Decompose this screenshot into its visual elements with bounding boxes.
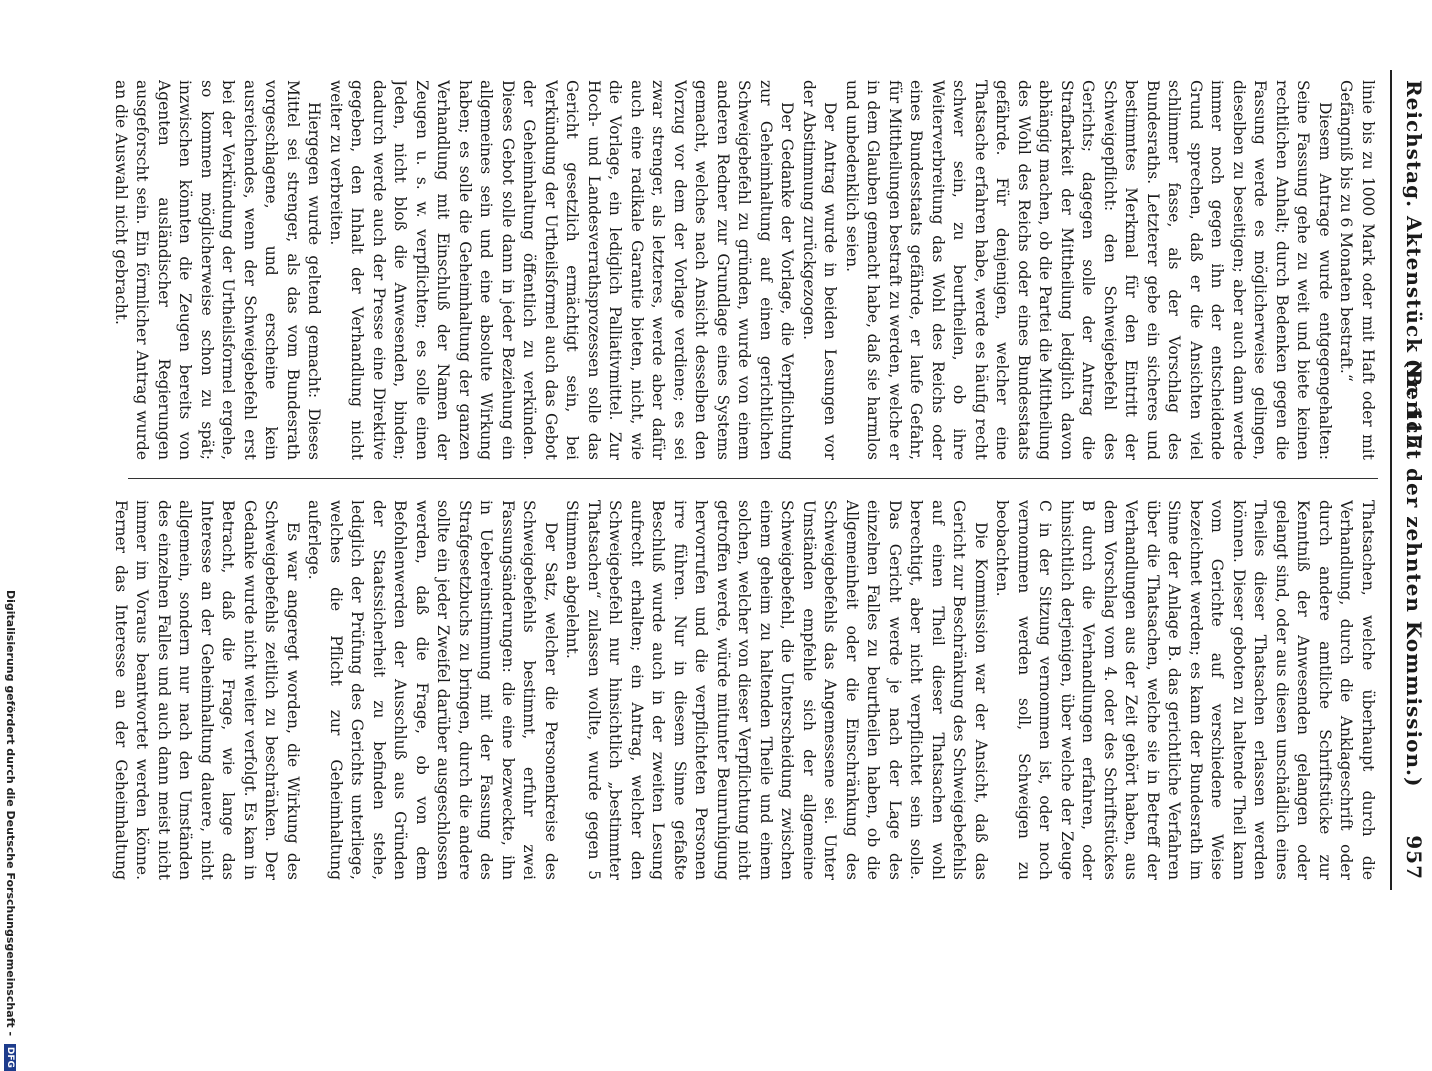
- rotated-document-page: [86, 40, 1426, 920]
- paragraph: Diesem Antrage wurde entgegengehalten: Seine Fassung gehe zu weit und biete keinen rechtlichen Anhalt; durch Bedenken gegen die Fassung werde es möglicherweise gelingen, dieselben zu beseitigen; aber auch dann werde immer noch gegen ihn der entscheidende Grund sprechen, daß er die Ansichten viel schlimmer fasse, als der Vorschlag des Bundesraths. Letzterer gebe ein sicheres und bestimmtes Merkmal für den Eintritt der Schweigepflicht: den Schweigebefehl des Gerichts; dagegen solle der Antrag die Strafbarkeit der Mittheilung lediglich davon abhängig machen, ob die Partei die Mittheilung des Wohl des Reichs oder eines Bundesstaats gefährde. Für denjenigen, welcher eine Thatsache erfahren habe, werde es häufig recht schwer sein, zu beurtheilen, ob ihre Weiterverbreitung das Wohl des Reichs oder eines Bundesstaats gefährde, er laufe Gefahr, für Mittheilungen bestraft zu werden, welche er in dem Glauben gemacht habe, daß sie harmlos und unbedenklich seien.: [843, 80, 1334, 460]
- footer-text: Digitalisierung gefördert durch die Deutsche Forschungsgemeinschaft -: [4, 590, 17, 1037]
- dfg-logo: DFG: [4, 1044, 16, 1071]
- paragraph: Der Antrag wurde in beiden Lesungen vor der Abstimmung zurückgezogen.: [800, 80, 840, 460]
- paragraph: Es war angeregt worden, die Wirkung des Schweigebefehls zeitlich zu beschränken. Der Gedanke wurde nicht weiter verfolgt. Es kam in Betracht, daß die Frage, wie lange das Interesse an der Geheimhaltung dauere, nicht allgemein, sondern nur nach den Umständen des einzelnen Falles und auch dann meist nicht immer im Voraus beantwortet werden könne. Ferner das Interesse an der Geheimhaltung: [112, 500, 302, 880]
- right-column: [108, 500, 1378, 880]
- header-rule: [1390, 70, 1392, 890]
- running-head-right: [1402, 359, 1426, 880]
- running-head-right-title: (Bericht der zehnten Kommission.): [1402, 358, 1426, 788]
- left-column: [108, 80, 1378, 460]
- page-number: 957: [1402, 835, 1426, 880]
- column-divider: [128, 478, 1378, 479]
- running-head-left: Reichstag. Aktenstück Nr. 117.: [1402, 80, 1426, 459]
- paragraph: Der Satz, welcher die Personenkreise des Schweigebefehls bestimmt, erfuhr zwei Fassungsänderungen: die eine bezweckte, ihn in Uebereinstimmung mit der Fassung des Strafgesetzbuchs zu bringen, durch die andere sollte ein jeder Zweifel darüber ausgeschlossen werden, daß die Frage, ob von dem Befohlenwerden der Ausschluß aus Gründen der Staatssicherheit zu befinden stehe, lediglich der Prüfung des Gerichts unterliege, welches die Pflicht zur Geheimhaltung auferlege.: [305, 500, 560, 880]
- running-head: [1396, 80, 1426, 880]
- digitization-footer: [2, 590, 24, 1068]
- paragraph: Der Gedanke der Vorlage, die Verpflichtung zur Geheimhaltung auf einen gerichtlichen Schweigebefehl zu gründen, wurde von einem anderen Redner zur Grundlage eines Systems gemacht, welches nach Ansicht desselben den Vorzug vor dem der Vorlage verdiene; es sei zwar strenger, als letzteres, werde aber dafür auch eine radikale Garantie bieten, nicht, wie die Vorlage, ein lediglich Palliativmittel. Zur Hoch- und Landesverrathsprozessen solle das Gericht gesetzlich ermächtigt sein, bei Verkündung der Urtheilsformel auch das Gebot der Geheimhaltung öffentlich zu verkünden. Dieses Gebot solle dann in jeder Beziehung ein allgemeines sein und eine absolute Wirkung haben; es solle die Geheimhaltung der ganzen Verhandlung mit Einschluß der Namen der Zeugen u. s. w. verpflichten; es solle einen Jeden, nicht bloß die Anwesenden, binden; dadurch werde auch der Presse eine Direktive gegeben, den Inhalt der Verhandlung nicht weiter zu verbreiten.: [327, 80, 797, 460]
- footer-text-line: [0, 590, 21, 1068]
- paragraph: Thatsachen, welche überhaupt durch die Verhandlung, durch die Anklageschrift oder durch andere amtliche Schriftstücke zur Kenntniß der Anwesenden gelangen oder gelangt sind, oder aus diesen unschädlich eines Theiles dieser Thatsachen erlassen werden können. Dieser geboten zu haltende Theil kann vom Gerichte auf verschiedene Weise bezeichnet werden; es kann der Bundesrath im Sinne der Anlage B. das gerichtliche Verfahren über die Thatsachen, welche sie in Betreff der Verhandlungen aus der Zeit gehört haben, aus dem Vorschlag vom 4. oder des Schriftstückes B durch die Verhandlungen erfahren, oder hinsichtlich derjenigen, über welche der Zeuge C in der Sitzung vernommen ist, oder noch vernommen werden soll, Schweigen zu beobachten.: [993, 500, 1377, 880]
- paragraph: Hiergegen wurde geltend gemacht: Dieses Mittel sei strenger, als das vom Bundesrath vorgeschlagene, und erscheine kein ausreichendes, wenn der Schweigebefehl erst bei der Verkündung der Urtheilsformel ergehe, so kommen möglicherweise schon zu spät; inzwischen könnten die Zeugen bereits von Agenten ausländischer Regierungen ausgeforscht sein. Ein förmlicher Antrag wurde an die Auswahl nicht gebracht.: [112, 80, 324, 460]
- paragraph: Die Kommission war der Ansicht, daß das Gericht zur Beschränkung des Schweigebefehls auf einen Theil dieser Thatsachen wohl berechtigt, aber nicht verpflichtet sein solle. Das Gericht werde je nach der Lage des einzelnen Falles zu beurtheilen haben, ob die Allgemeinheit oder die Einschränkung des Schweigebefehls das Angemessene sei. Unter Umständen empfehle sich der allgemeine Schweigebefehl, die Unterscheidung zwischen einem geheim zu haltenden Theile und einem solchen, welcher von dieser Verpflichtung nicht getroffen werde, würde mitunter Beunruhigung hervorrufen und die verpflichteten Personen irre führen. Nur in diesem Sinne gefaßte Beschluß wurde auch in der zweiten Lesung aufrecht erhalten; ein Antrag, welcher den Schweigebefehl nur hinsichtlich „bestimmter Thatsachen“ zulassen wollte, wurde gegen 5 Stimmen abgelehnt.: [563, 500, 990, 880]
- paragraph: linie bis zu 1000 Mark oder mit Haft oder mit Gefängniß bis zu 6 Monaten bestraft.“: [1337, 80, 1377, 460]
